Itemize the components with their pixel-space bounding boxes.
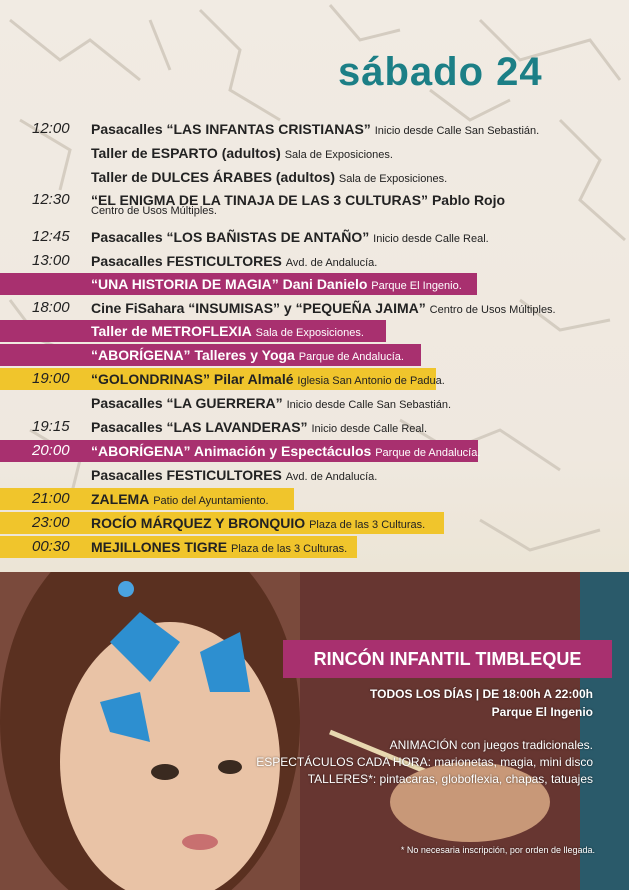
rincon-note: * No necesaria inscripción, por orden de llegada. [400,845,595,855]
event-location: Iglesia San Antonio de Padua. [297,375,445,387]
event-text [91,440,480,464]
event-location: Parque El Ingenio. [371,280,462,292]
event-location: Centro de Usos Múltiples. [91,205,217,217]
event-location: Sala de Exposiciones. [255,327,364,339]
event-location: Inicio desde Calle San Sebastián. [286,399,452,411]
event-text [91,536,347,560]
event-text [91,142,393,166]
event-time: 13:00 [32,252,70,269]
event-text [91,250,377,274]
schedule-row [0,368,445,390]
event-time: 12:45 [32,228,70,245]
event-text [91,416,427,440]
schedule-row [0,536,357,558]
event-text [91,392,451,416]
schedule-row [0,273,477,295]
rincon-line2: ESPECTÁCULOS CADA HORA: marionetas, magia, mini disco [256,755,593,769]
event-text [91,273,462,297]
rincon-title: RINCÓN INFANTIL TIMBLEQUE [283,640,612,678]
event-title: Pasacalles “LA GUERRERA” [91,395,283,411]
event-location: Parque de Andalucía. [298,351,404,363]
event-text [91,488,269,512]
event-time: 21:00 [32,490,70,507]
rincon-place: Parque El Ingenio [491,705,593,719]
event-location: Avd. de Andalucía. [285,257,378,269]
event-location: Avd. de Andalucía. [285,471,378,483]
event-location: Inicio desde Calle Real. [373,233,489,245]
event-title: “ABORÍGENA” Animación y Espectáculos [91,443,372,459]
event-title: “ABORÍGENA” Talleres y Yoga [91,347,295,363]
event-text [91,344,404,368]
event-time: 19:15 [32,418,70,435]
event-time: 19:00 [32,370,70,387]
event-text [91,118,539,142]
event-title: Pasacalles “LAS LAVANDERAS” [91,419,308,435]
schedule-row [0,488,294,510]
event-text [91,297,556,321]
event-location: Sala de Exposiciones. [338,173,448,185]
event-text [91,320,364,344]
event-location: Inicio desde Calle San Sebastián. [374,125,540,137]
event-title: ROCÍO MÁRQUEZ Y BRONQUIO [91,515,306,531]
schedule-row [0,344,421,366]
event-time: 23:00 [32,514,70,531]
event-time: 18:00 [32,299,70,316]
event-title: ZALEMA [91,491,150,507]
event-location: Patio del Ayuntamiento. [153,495,269,507]
event-location: Parque de Andalucía. [375,447,481,459]
event-location: Centro de Usos Múltiples. [429,304,556,316]
event-text [91,512,425,536]
event-title: “EL ENIGMA DE LA TINAJA DE LAS 3 CULTURAS” Pablo Rojo [91,192,506,208]
event-time: 12:00 [32,120,70,137]
event-title: “GOLONDRINAS” Pilar Almalé [91,371,294,387]
event-title: Taller de METROFLEXIA [91,323,252,339]
event-title: Pasacalles “LAS INFANTAS CRISTIANAS” [91,121,371,137]
event-title: Pasacalles FESTICULTORES [91,253,282,269]
event-title: Cine FiSahara “INSUMISAS” y “PEQUEÑA JAIMA” [91,300,426,316]
rincon-line1: ANIMACIÓN con juegos tradicionales. [389,738,593,752]
event-text [91,368,445,392]
event-location: Plaza de las 3 Culturas. [309,519,426,531]
event-text [91,226,489,250]
event-time: 20:00 [32,442,70,459]
event-location: Sala de Exposiciones. [284,149,393,161]
event-title: “UNA HISTORIA DE MAGIA” Dani Danielo [91,276,368,292]
event-text [91,166,447,190]
event-title: Taller de DULCES ÁRABES (adultos) [91,169,335,185]
event-time: 12:30 [32,191,70,208]
event-title: Pasacalles FESTICULTORES [91,467,282,483]
photo-illustration [0,572,629,890]
event-title: Pasacalles “LOS BAÑISTAS DE ANTAÑO” [91,229,370,245]
rincon-days: TODOS LOS DÍAS | DE 18:00h A 22:00h [370,687,593,701]
event-text [91,464,377,488]
schedule-row [0,440,481,462]
event-title: MEJILLONES TIGRE [91,539,228,555]
rincon-line3: TALLERES*: pintacaras, globoflexia, chapas, tatuajes [307,772,593,786]
event-title: Taller de ESPARTO (adultos) [91,145,281,161]
schedule-row [0,320,386,342]
face-painting-photo [0,572,629,890]
event-location: Plaza de las 3 Culturas. [231,543,348,555]
event-location: Inicio desde Calle Real. [311,423,428,435]
event-time: 00:30 [32,538,70,555]
page-title: sábado 24 [338,50,543,94]
schedule-row [0,512,444,534]
